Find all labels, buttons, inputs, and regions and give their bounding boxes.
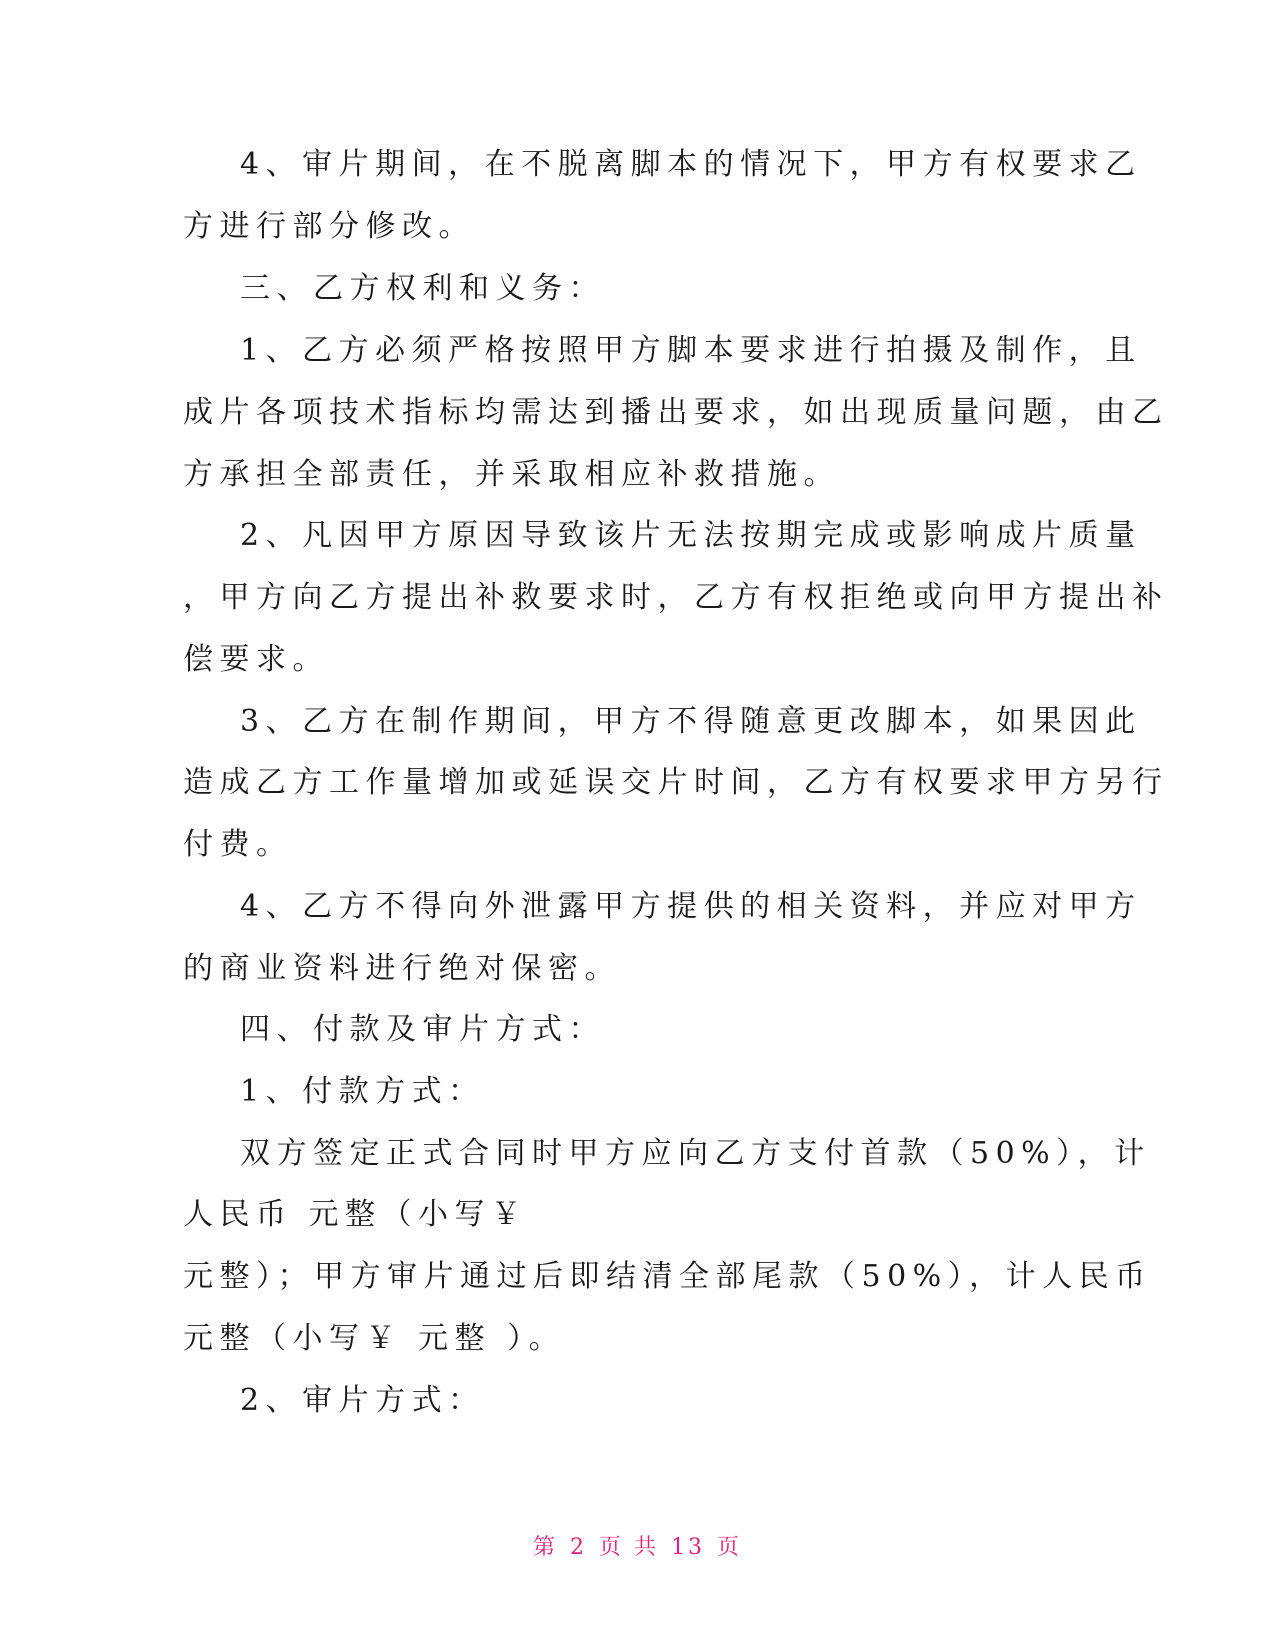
paragraph-line: 偿要求。 (183, 642, 329, 677)
footer-prefix: 第 (532, 1535, 558, 1560)
paragraph-line: 付费。 (183, 827, 293, 862)
paragraph-line: 成片各项技术指标均需达到播出要求，如出现质量问题，由乙 (183, 395, 1169, 430)
footer-middle: 页 共 (599, 1535, 659, 1560)
paragraph-line: 方进行部分修改。 (183, 209, 475, 244)
section-heading: 三、乙方权利和义务： (240, 271, 605, 306)
subsection-heading: 2、审片方式： (240, 1383, 485, 1418)
footer-suffix: 页 (717, 1535, 743, 1560)
paragraph-line: 双方签定正式合同时甲方应向乙方支付首款（50%），计 (240, 1136, 1151, 1171)
paragraph-line: 3、乙方在制作期间，甲方不得随意更改脚本，如果因此 (240, 704, 1142, 739)
subsection-heading: 1、付款方式： (240, 1074, 485, 1109)
current-page-number: 2 (570, 1535, 587, 1560)
paragraph-line: 方承担全部责任，并采取相应补救措施。 (183, 457, 840, 492)
paragraph-line: 的商业资料进行绝对保密。 (183, 951, 621, 986)
paragraph-line: 4、乙方不得向外泄露甲方提供的相关资料，并应对甲方 (240, 889, 1142, 924)
paragraph-line: 人民币 元整（小写￥ (183, 1197, 528, 1232)
paragraph-line: 1、乙方必须严格按照甲方脚本要求进行拍摄及制作，且 (240, 333, 1142, 368)
paragraph-line: 元整）；甲方审片通过后即结清全部尾款（50%），计人民币 (183, 1259, 1152, 1294)
paragraph-line: ，甲方向乙方提出补救要求时，乙方有权拒绝或向甲方提出补 (183, 580, 1169, 615)
paragraph-line: 造成乙方工作量增加或延误交片时间，乙方有权要求甲方另行 (183, 765, 1169, 800)
paragraph-line: 元整（小写￥ 元整 ）。 (183, 1321, 566, 1356)
paragraph-line: 2、凡因甲方原因导致该片无法按期完成或影响成片质量 (240, 518, 1142, 553)
section-heading: 四、付款及审片方式： (240, 1012, 605, 1047)
page-footer (0, 1530, 1275, 1561)
paragraph-line: 4、审片期间，在不脱离脚本的情况下，甲方有权要求乙 (240, 147, 1142, 182)
total-pages-number: 13 (671, 1535, 705, 1560)
